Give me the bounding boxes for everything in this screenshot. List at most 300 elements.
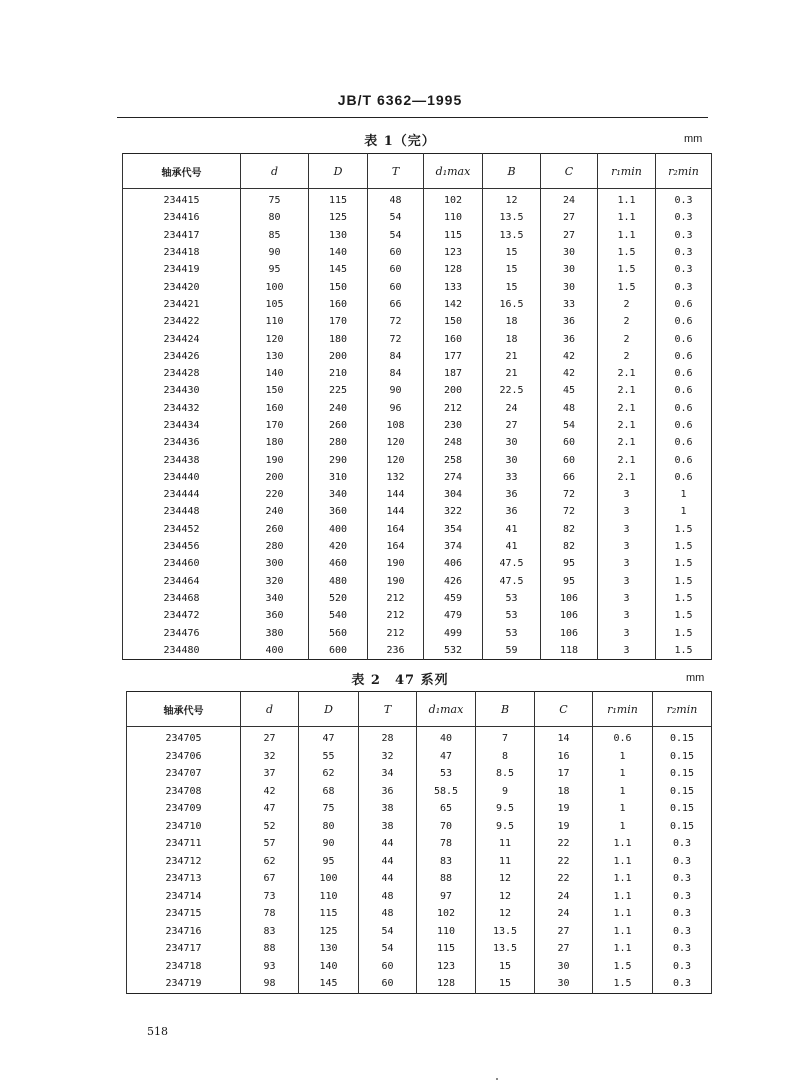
bearing-code-cell: 234436 bbox=[123, 434, 241, 451]
table-cell: 128 bbox=[424, 261, 483, 278]
table2 bbox=[126, 691, 712, 994]
table-cell: 1.1 bbox=[593, 940, 653, 958]
column-header-code: 轴承代号 bbox=[127, 692, 241, 727]
table-cell: 236 bbox=[368, 642, 424, 660]
table-cell: 110 bbox=[424, 209, 483, 226]
table-cell: 18 bbox=[535, 783, 593, 801]
table-cell: 106 bbox=[541, 607, 598, 624]
table-cell: 27 bbox=[541, 209, 598, 226]
table-row bbox=[127, 870, 712, 888]
table-cell: 90 bbox=[241, 244, 309, 261]
table-cell: 0.3 bbox=[656, 209, 712, 226]
table-cell: 0.15 bbox=[653, 748, 712, 766]
table-cell: 41 bbox=[483, 521, 541, 538]
table-cell: 380 bbox=[241, 624, 309, 641]
bearing-code-cell: 234415 bbox=[123, 189, 241, 210]
table-cell: 9 bbox=[476, 783, 535, 801]
table-cell: 17 bbox=[535, 765, 593, 783]
table-cell: 0.15 bbox=[653, 800, 712, 818]
table-cell: 400 bbox=[309, 521, 368, 538]
table-cell: 164 bbox=[368, 538, 424, 555]
bearing-code-cell: 234472 bbox=[123, 607, 241, 624]
table-cell: 248 bbox=[424, 434, 483, 451]
table-cell: 132 bbox=[368, 469, 424, 486]
table-cell: 14 bbox=[535, 727, 593, 748]
table-cell: 78 bbox=[417, 835, 476, 853]
bearing-code-cell: 234434 bbox=[123, 417, 241, 434]
table-cell: 374 bbox=[424, 538, 483, 555]
table-cell: 57 bbox=[241, 835, 299, 853]
table-cell: 520 bbox=[309, 590, 368, 607]
table-cell: 260 bbox=[241, 521, 309, 538]
table-cell: 0.6 bbox=[656, 417, 712, 434]
table-cell: 400 bbox=[241, 642, 309, 660]
table-cell: 145 bbox=[309, 261, 368, 278]
table-cell: 66 bbox=[541, 469, 598, 486]
table-cell: 80 bbox=[299, 818, 359, 836]
table-cell: 24 bbox=[483, 400, 541, 417]
table-row bbox=[127, 940, 712, 958]
table-cell: 15 bbox=[476, 958, 535, 976]
table-row bbox=[127, 800, 712, 818]
table-cell: 95 bbox=[541, 555, 598, 572]
table-cell: 65 bbox=[417, 800, 476, 818]
table-cell: 1.1 bbox=[598, 227, 656, 244]
table-cell: 0.15 bbox=[653, 765, 712, 783]
table-cell: 80 bbox=[241, 209, 309, 226]
table-cell: 260 bbox=[309, 417, 368, 434]
table-cell: 540 bbox=[309, 607, 368, 624]
table1-caption: 表 1（完） bbox=[364, 134, 436, 149]
bearing-code-cell: 234444 bbox=[123, 486, 241, 503]
table-cell: 290 bbox=[309, 451, 368, 468]
table-cell: 190 bbox=[368, 555, 424, 572]
table-cell: 24 bbox=[535, 905, 593, 923]
table-cell: 48 bbox=[368, 189, 424, 210]
table-cell: 85 bbox=[241, 227, 309, 244]
table-cell: 106 bbox=[541, 590, 598, 607]
table-cell: 479 bbox=[424, 607, 483, 624]
bearing-code-cell: 234712 bbox=[127, 853, 241, 871]
table-cell: 0.3 bbox=[653, 975, 712, 993]
table-cell: 2.1 bbox=[598, 365, 656, 382]
table-cell: 44 bbox=[359, 870, 417, 888]
bearing-code-cell: 234708 bbox=[127, 783, 241, 801]
table-cell: 140 bbox=[299, 958, 359, 976]
bearing-code-cell: 234468 bbox=[123, 590, 241, 607]
table-cell: 280 bbox=[309, 434, 368, 451]
table-row bbox=[123, 521, 712, 538]
bearing-code-cell: 234424 bbox=[123, 330, 241, 347]
table-cell: 1.5 bbox=[598, 278, 656, 295]
table-cell: 258 bbox=[424, 451, 483, 468]
table-cell: 62 bbox=[241, 853, 299, 871]
table-cell: 78 bbox=[241, 905, 299, 923]
table-cell: 0.6 bbox=[656, 434, 712, 451]
table-cell: 125 bbox=[309, 209, 368, 226]
table-cell: 108 bbox=[368, 417, 424, 434]
table-cell: 0.3 bbox=[653, 888, 712, 906]
table-cell: 48 bbox=[359, 905, 417, 923]
table-cell: 120 bbox=[368, 451, 424, 468]
table-row bbox=[127, 783, 712, 801]
table-cell: 30 bbox=[535, 975, 593, 993]
bearing-code-cell: 234419 bbox=[123, 261, 241, 278]
bearing-code-cell: 234426 bbox=[123, 348, 241, 365]
bearing-code-cell: 234714 bbox=[127, 888, 241, 906]
table-cell: 60 bbox=[368, 261, 424, 278]
table-cell: 360 bbox=[309, 503, 368, 520]
table-cell: 1.1 bbox=[593, 853, 653, 871]
table-cell: 0.3 bbox=[656, 189, 712, 210]
table-cell: 83 bbox=[417, 853, 476, 871]
bearing-code-cell: 234432 bbox=[123, 400, 241, 417]
table-cell: 55 bbox=[299, 748, 359, 766]
column-header-code: 轴承代号 bbox=[123, 154, 241, 189]
table-row bbox=[123, 296, 712, 313]
bearing-code-cell: 234452 bbox=[123, 521, 241, 538]
table-cell: 133 bbox=[424, 278, 483, 295]
table-cell: 320 bbox=[241, 573, 309, 590]
column-header: r₂min bbox=[656, 154, 712, 189]
table-cell: 1.5 bbox=[593, 975, 653, 993]
table-cell: 48 bbox=[359, 888, 417, 906]
table-cell: 230 bbox=[424, 417, 483, 434]
table-cell: 1.5 bbox=[593, 958, 653, 976]
table-cell: 130 bbox=[309, 227, 368, 244]
table-cell: 30 bbox=[541, 244, 598, 261]
table-cell: 13.5 bbox=[476, 940, 535, 958]
bearing-code-cell: 234709 bbox=[127, 800, 241, 818]
table-cell: 41 bbox=[483, 538, 541, 555]
table-cell: 95 bbox=[299, 853, 359, 871]
table-cell: 0.3 bbox=[653, 940, 712, 958]
table-cell: 22 bbox=[535, 835, 593, 853]
table-cell: 22.5 bbox=[483, 382, 541, 399]
table-cell: 24 bbox=[535, 888, 593, 906]
table-cell: 3 bbox=[598, 590, 656, 607]
table-cell: 426 bbox=[424, 573, 483, 590]
table-cell: 0.3 bbox=[656, 278, 712, 295]
table-cell: 47.5 bbox=[483, 573, 541, 590]
table-cell: 98 bbox=[241, 975, 299, 993]
table-cell: 66 bbox=[368, 296, 424, 313]
table-cell: 44 bbox=[359, 853, 417, 871]
table-cell: 0.15 bbox=[653, 818, 712, 836]
table-row bbox=[123, 244, 712, 261]
bearing-code-cell: 234718 bbox=[127, 958, 241, 976]
table-cell: 144 bbox=[368, 486, 424, 503]
table-cell: 2 bbox=[598, 330, 656, 347]
table-cell: 2.1 bbox=[598, 451, 656, 468]
table-cell: 9.5 bbox=[476, 800, 535, 818]
table-cell: 128 bbox=[417, 975, 476, 993]
table-cell: 34 bbox=[359, 765, 417, 783]
table-cell: 3 bbox=[598, 555, 656, 572]
table-cell: 0.6 bbox=[593, 727, 653, 748]
column-header: T bbox=[359, 692, 417, 727]
bearing-code-cell: 234710 bbox=[127, 818, 241, 836]
table-cell: 36 bbox=[483, 503, 541, 520]
table-cell: 90 bbox=[368, 382, 424, 399]
table-cell: 190 bbox=[241, 451, 309, 468]
table-cell: 225 bbox=[309, 382, 368, 399]
bearing-code-cell: 234706 bbox=[127, 748, 241, 766]
table-cell: 0.3 bbox=[653, 853, 712, 871]
table-cell: 460 bbox=[309, 555, 368, 572]
bearing-code-cell: 234440 bbox=[123, 469, 241, 486]
table-cell: 560 bbox=[309, 624, 368, 641]
table-cell: 1.5 bbox=[598, 261, 656, 278]
table-cell: 106 bbox=[541, 624, 598, 641]
bearing-code-cell: 234711 bbox=[127, 835, 241, 853]
table-cell: 240 bbox=[241, 503, 309, 520]
table-cell: 3 bbox=[598, 642, 656, 660]
table-cell: 180 bbox=[309, 330, 368, 347]
table-cell: 130 bbox=[241, 348, 309, 365]
table-cell: 144 bbox=[368, 503, 424, 520]
bearing-code-cell: 234707 bbox=[127, 765, 241, 783]
table-cell: 58.5 bbox=[417, 783, 476, 801]
table-cell: 1.5 bbox=[598, 244, 656, 261]
table-cell: 38 bbox=[359, 800, 417, 818]
column-header: D bbox=[309, 154, 368, 189]
table-cell: 15 bbox=[476, 975, 535, 993]
bearing-code-cell: 234417 bbox=[123, 227, 241, 244]
table-cell: 200 bbox=[424, 382, 483, 399]
table-cell: 42 bbox=[541, 365, 598, 382]
column-header: B bbox=[476, 692, 535, 727]
table-cell: 82 bbox=[541, 521, 598, 538]
bearing-code-cell: 234713 bbox=[127, 870, 241, 888]
table-cell: 7 bbox=[476, 727, 535, 748]
table-row bbox=[123, 278, 712, 295]
bearing-code-cell: 234717 bbox=[127, 940, 241, 958]
table-cell: 53 bbox=[483, 607, 541, 624]
table-cell: 140 bbox=[309, 244, 368, 261]
table-cell: 102 bbox=[424, 189, 483, 210]
table-cell: 115 bbox=[417, 940, 476, 958]
table-cell: 1.1 bbox=[593, 888, 653, 906]
table-cell: 0.3 bbox=[653, 958, 712, 976]
table-row bbox=[123, 486, 712, 503]
table-cell: 274 bbox=[424, 469, 483, 486]
table-row bbox=[123, 555, 712, 572]
table-cell: 180 bbox=[241, 434, 309, 451]
table-row bbox=[123, 209, 712, 226]
column-header: C bbox=[535, 692, 593, 727]
bearing-code-cell: 234719 bbox=[127, 975, 241, 993]
table-cell: 27 bbox=[535, 940, 593, 958]
column-header: r₁min bbox=[593, 692, 653, 727]
table-cell: 2.1 bbox=[598, 382, 656, 399]
bearing-code-cell: 234456 bbox=[123, 538, 241, 555]
table-cell: 60 bbox=[368, 278, 424, 295]
table-cell: 3 bbox=[598, 503, 656, 520]
table-cell: 1.5 bbox=[656, 555, 712, 572]
table-cell: 60 bbox=[541, 434, 598, 451]
table-row bbox=[123, 348, 712, 365]
table-row bbox=[123, 227, 712, 244]
table-row bbox=[123, 189, 712, 210]
table-cell: 220 bbox=[241, 486, 309, 503]
table-cell: 0.3 bbox=[653, 870, 712, 888]
table-cell: 36 bbox=[359, 783, 417, 801]
table1-body bbox=[123, 189, 712, 660]
table-cell: 54 bbox=[368, 209, 424, 226]
table-cell: 54 bbox=[368, 227, 424, 244]
column-header: d bbox=[241, 692, 299, 727]
column-header: d bbox=[241, 154, 309, 189]
table-cell: 12 bbox=[476, 905, 535, 923]
table-cell: 0.6 bbox=[656, 313, 712, 330]
table2-body bbox=[127, 727, 712, 994]
table-cell: 1.5 bbox=[656, 538, 712, 555]
bearing-code-cell: 234418 bbox=[123, 244, 241, 261]
table-cell: 310 bbox=[309, 469, 368, 486]
table-cell: 68 bbox=[299, 783, 359, 801]
table-cell: 120 bbox=[241, 330, 309, 347]
table-cell: 100 bbox=[299, 870, 359, 888]
table-cell: 177 bbox=[424, 348, 483, 365]
table-cell: 16 bbox=[535, 748, 593, 766]
table-cell: 27 bbox=[241, 727, 299, 748]
column-header: r₂min bbox=[653, 692, 712, 727]
table-row bbox=[127, 835, 712, 853]
table-cell: 1 bbox=[593, 783, 653, 801]
table-cell: 62 bbox=[299, 765, 359, 783]
table-row bbox=[123, 313, 712, 330]
table-cell: 1 bbox=[593, 748, 653, 766]
table-cell: 304 bbox=[424, 486, 483, 503]
table-cell: 150 bbox=[309, 278, 368, 295]
table-cell: 3 bbox=[598, 486, 656, 503]
table-cell: 0.15 bbox=[653, 783, 712, 801]
table-cell: 150 bbox=[424, 313, 483, 330]
table-row bbox=[123, 382, 712, 399]
table-cell: 24 bbox=[541, 189, 598, 210]
table-cell: 11 bbox=[476, 853, 535, 871]
table-cell: 164 bbox=[368, 521, 424, 538]
table-cell: 212 bbox=[368, 624, 424, 641]
table-cell: 115 bbox=[309, 189, 368, 210]
table-cell: 0.3 bbox=[656, 261, 712, 278]
table1-header-row bbox=[123, 154, 712, 189]
table-cell: 95 bbox=[241, 261, 309, 278]
table-cell: 2.1 bbox=[598, 434, 656, 451]
table-cell: 59 bbox=[483, 642, 541, 660]
table1 bbox=[122, 153, 712, 660]
table-cell: 0.15 bbox=[653, 727, 712, 748]
table-row bbox=[127, 748, 712, 766]
table-cell: 160 bbox=[241, 400, 309, 417]
table-cell: 499 bbox=[424, 624, 483, 641]
table2-caption: 表 2 47 系列 bbox=[351, 673, 449, 688]
table-cell: 12 bbox=[483, 189, 541, 210]
table-cell: 13.5 bbox=[476, 923, 535, 941]
table-cell: 12 bbox=[476, 888, 535, 906]
table-cell: 75 bbox=[241, 189, 309, 210]
table-cell: 18 bbox=[483, 330, 541, 347]
table-cell: 60 bbox=[359, 958, 417, 976]
bearing-code-cell: 234430 bbox=[123, 382, 241, 399]
table-cell: 53 bbox=[483, 624, 541, 641]
table-cell: 0.3 bbox=[653, 835, 712, 853]
bearing-code-cell: 234705 bbox=[127, 727, 241, 748]
bearing-code-cell: 234464 bbox=[123, 573, 241, 590]
table-cell: 0.6 bbox=[656, 451, 712, 468]
table-cell: 0.6 bbox=[656, 382, 712, 399]
table-cell: 480 bbox=[309, 573, 368, 590]
table-row bbox=[123, 417, 712, 434]
table-cell: 1 bbox=[593, 818, 653, 836]
table-cell: 3 bbox=[598, 573, 656, 590]
table-cell: 42 bbox=[541, 348, 598, 365]
table-cell: 150 bbox=[241, 382, 309, 399]
table-cell: 8.5 bbox=[476, 765, 535, 783]
table-cell: 36 bbox=[541, 330, 598, 347]
table-row bbox=[123, 590, 712, 607]
document-header: JB/T 6362—1995 bbox=[337, 92, 463, 108]
table-cell: 36 bbox=[541, 313, 598, 330]
table-cell: 0.3 bbox=[656, 227, 712, 244]
table-cell: 2.1 bbox=[598, 400, 656, 417]
table-cell: 532 bbox=[424, 642, 483, 660]
table-cell: 240 bbox=[309, 400, 368, 417]
table-cell: 1.1 bbox=[598, 209, 656, 226]
table-cell: 27 bbox=[541, 227, 598, 244]
table-cell: 0.6 bbox=[656, 365, 712, 382]
table-cell: 60 bbox=[359, 975, 417, 993]
table-row bbox=[123, 573, 712, 590]
table-cell: 123 bbox=[417, 958, 476, 976]
table-row bbox=[127, 905, 712, 923]
table-row bbox=[123, 330, 712, 347]
table-cell: 70 bbox=[417, 818, 476, 836]
table-cell: 102 bbox=[417, 905, 476, 923]
column-header: D bbox=[299, 692, 359, 727]
table-cell: 9.5 bbox=[476, 818, 535, 836]
table-cell: 3 bbox=[598, 624, 656, 641]
table-cell: 21 bbox=[483, 365, 541, 382]
table-cell: 0.6 bbox=[656, 400, 712, 417]
table-cell: 100 bbox=[241, 278, 309, 295]
table-row bbox=[127, 958, 712, 976]
table-cell: 340 bbox=[241, 590, 309, 607]
table-cell: 37 bbox=[241, 765, 299, 783]
table-cell: 110 bbox=[241, 313, 309, 330]
table-cell: 88 bbox=[417, 870, 476, 888]
table-cell: 340 bbox=[309, 486, 368, 503]
table-cell: 22 bbox=[535, 870, 593, 888]
table-cell: 95 bbox=[541, 573, 598, 590]
table-cell: 120 bbox=[368, 434, 424, 451]
table-cell: 160 bbox=[424, 330, 483, 347]
table-cell: 18 bbox=[483, 313, 541, 330]
column-header: B bbox=[483, 154, 541, 189]
table-cell: 322 bbox=[424, 503, 483, 520]
table-cell: 21 bbox=[483, 348, 541, 365]
table-cell: 406 bbox=[424, 555, 483, 572]
table-cell: 130 bbox=[299, 940, 359, 958]
table-cell: 30 bbox=[541, 278, 598, 295]
table-cell: 0.3 bbox=[656, 244, 712, 261]
table-cell: 48 bbox=[541, 400, 598, 417]
table-cell: 170 bbox=[309, 313, 368, 330]
column-header: d₁max bbox=[424, 154, 483, 189]
column-header: d₁max bbox=[417, 692, 476, 727]
bearing-code-cell: 234480 bbox=[123, 642, 241, 660]
